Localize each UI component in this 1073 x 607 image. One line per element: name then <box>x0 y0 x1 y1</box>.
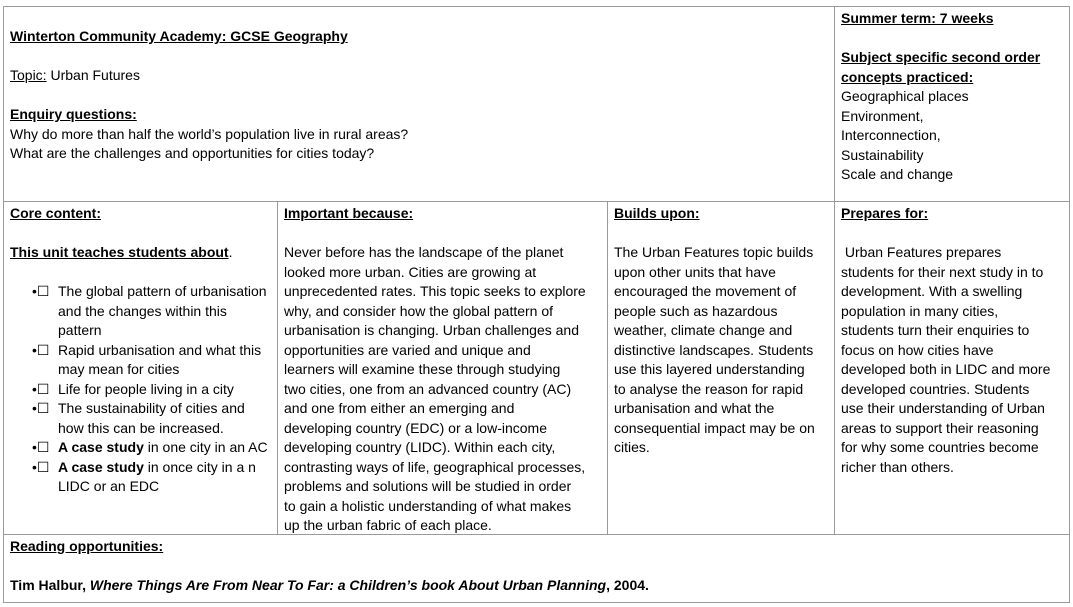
important-text-line: to gain a holistic understanding of what makes <box>284 497 572 514</box>
concept-item: Geographical places <box>841 88 969 104</box>
core-intro-line <box>10 243 271 263</box>
prepares-text-line: development. With a swelling <box>841 283 1023 299</box>
bullet-icon: •☐ <box>32 439 50 455</box>
bullet-icon: •☐ <box>32 400 50 416</box>
builds-text-line: consequential impact may be on <box>614 419 815 436</box>
builds-text-line: cities. <box>614 439 650 455</box>
enquiry-label: Enquiry questions: <box>10 106 137 122</box>
important-text-line: looked more urban. Cities are growing at <box>284 263 537 280</box>
enquiry-question-2: What are the challenges and opportunities for cities today? <box>10 145 375 161</box>
core-intro-end: . <box>228 244 233 260</box>
list-item <box>32 438 271 458</box>
concepts-heading-2: concepts practiced: <box>841 68 974 85</box>
builds-text-line: The Urban Features topic builds <box>614 244 814 260</box>
list-item <box>32 341 271 380</box>
important-heading: Important because: <box>284 205 414 221</box>
header-cell <box>3 6 835 202</box>
builds-text-line: encouraged the movement of <box>614 283 797 299</box>
bullet-icon: •☐ <box>32 283 50 299</box>
prepares-text <box>841 243 1063 477</box>
concept-item: Scale and change <box>841 166 954 182</box>
concept-item: Environment, <box>841 107 924 124</box>
prepares-text-line: for why some countries become <box>841 439 1039 455</box>
core-intro: This unit teaches students about <box>10 244 229 260</box>
prepares-cell <box>834 201 1070 535</box>
list-item-bold: A case study <box>58 458 144 475</box>
core-heading: Core content: <box>10 205 101 221</box>
reading-year: , 2004. <box>606 577 649 593</box>
important-text-line: unprecedented rates. This topic seeks to explore <box>284 283 586 299</box>
important-text-line: and one from either an emerging and <box>284 400 515 416</box>
concept-item: Sustainability <box>841 146 924 163</box>
important-text-line: up the urban fabric of each place. <box>284 517 492 533</box>
prepares-text-line: use their understanding of Urban <box>841 400 1045 416</box>
enquiry-question-1: Why do more than half the world’s population live in rural areas? <box>10 125 409 142</box>
important-text-line: developing country (LIDC). Within each city, <box>284 439 556 455</box>
prepares-text-line: areas to support their reasoning <box>841 419 1039 436</box>
reading-heading: Reading opportunities: <box>10 538 164 554</box>
builds-text-line: weather, climate change and <box>614 322 793 338</box>
topic-line <box>10 66 828 86</box>
important-text-line: Never before has the landscape of the planet <box>284 244 564 260</box>
term-cell <box>834 6 1070 202</box>
important-text-line: learners will examine these through studying <box>284 361 561 377</box>
list-item <box>32 458 271 497</box>
term-heading: Summer term: 7 weeks <box>841 10 994 26</box>
list-item-text: Life for people living in a city <box>58 380 234 397</box>
builds-text-line: distinctive landscapes. Students <box>614 341 814 358</box>
concepts-heading-1: Subject specific second order <box>841 49 1041 65</box>
prepares-text-line: students for their next study in to <box>841 263 1044 280</box>
concept-item: Interconnection, <box>841 127 941 143</box>
important-text-line: problems and solutions will be studied in order <box>284 478 572 494</box>
builds-text-line: people such as hazardous <box>614 302 778 319</box>
prepares-text-line: developed both in LIDC and more <box>841 361 1051 377</box>
prepares-text-line: developed countries. Students <box>841 380 1030 397</box>
list-item <box>32 380 271 400</box>
prepares-text-line: focus on how cities have <box>841 341 994 358</box>
bullet-icon: •☐ <box>32 380 50 397</box>
list-item <box>32 282 271 341</box>
builds-text-line: to analyse the reason for rapid <box>614 380 804 397</box>
important-text-line: opportunities are varied and unique and <box>284 341 531 358</box>
list-item-bold: A case study <box>58 439 144 455</box>
prepares-text-line: Urban Features prepares <box>841 244 1002 260</box>
list-item-text: The sustainability of cities and how this can be increased. <box>58 400 245 436</box>
core-list <box>10 282 271 497</box>
builds-text-line: urbanisation and what the <box>614 400 775 416</box>
prepares-text-line: population in many cities, <box>841 302 999 319</box>
list-item-text: Rapid urbanisation and what this may mean for cities <box>58 341 262 377</box>
reading-title: Where Things Are From Near To Far: a Children’s book About Urban Planning <box>89 577 607 593</box>
bullet-icon: •☐ <box>32 341 50 358</box>
list-item <box>32 399 271 438</box>
list-item-text: in once city in a n LIDC or an EDC <box>58 458 256 494</box>
prepares-text-line: richer than others. <box>841 458 954 475</box>
important-cell <box>277 201 608 535</box>
important-text-line: urbanisation is changing. Urban challenges and <box>284 322 579 338</box>
important-text-line: developing country (EDC) or a low-income <box>284 419 547 436</box>
important-text-line: two cities, one from an advanced country (AC) <box>284 380 572 397</box>
topic-value: Urban Futures <box>46 67 140 83</box>
builds-text-line: use this layered understanding <box>614 361 805 377</box>
list-item-text: in one city in an AC <box>143 439 268 455</box>
reading-cell <box>3 534 1070 603</box>
list-item-text: The global pattern of urbanisation and the changes within this pattern <box>58 283 267 338</box>
school-title: Winterton Community Academy: GCSE Geography <box>10 28 348 44</box>
topic-label: Topic: <box>10 67 47 83</box>
builds-text <box>614 243 828 458</box>
important-text-line: why, and consider how the global pattern of <box>284 302 554 319</box>
curriculum-document <box>3 6 1070 603</box>
reading-author: Tim Halbur, <box>10 577 90 593</box>
builds-text-line: upon other units that have <box>614 263 776 280</box>
core-content-cell <box>3 201 278 535</box>
important-text <box>284 243 601 535</box>
prepares-heading: Prepares for: <box>841 205 929 221</box>
builds-cell <box>607 201 835 535</box>
important-text-line: contrasting ways of life, geographical processes, <box>284 458 586 475</box>
builds-heading: Builds upon: <box>614 205 700 221</box>
bullet-icon: •☐ <box>32 458 50 475</box>
reading-citation <box>10 576 1063 596</box>
prepares-text-line: students turn their enquiries to <box>841 322 1030 338</box>
